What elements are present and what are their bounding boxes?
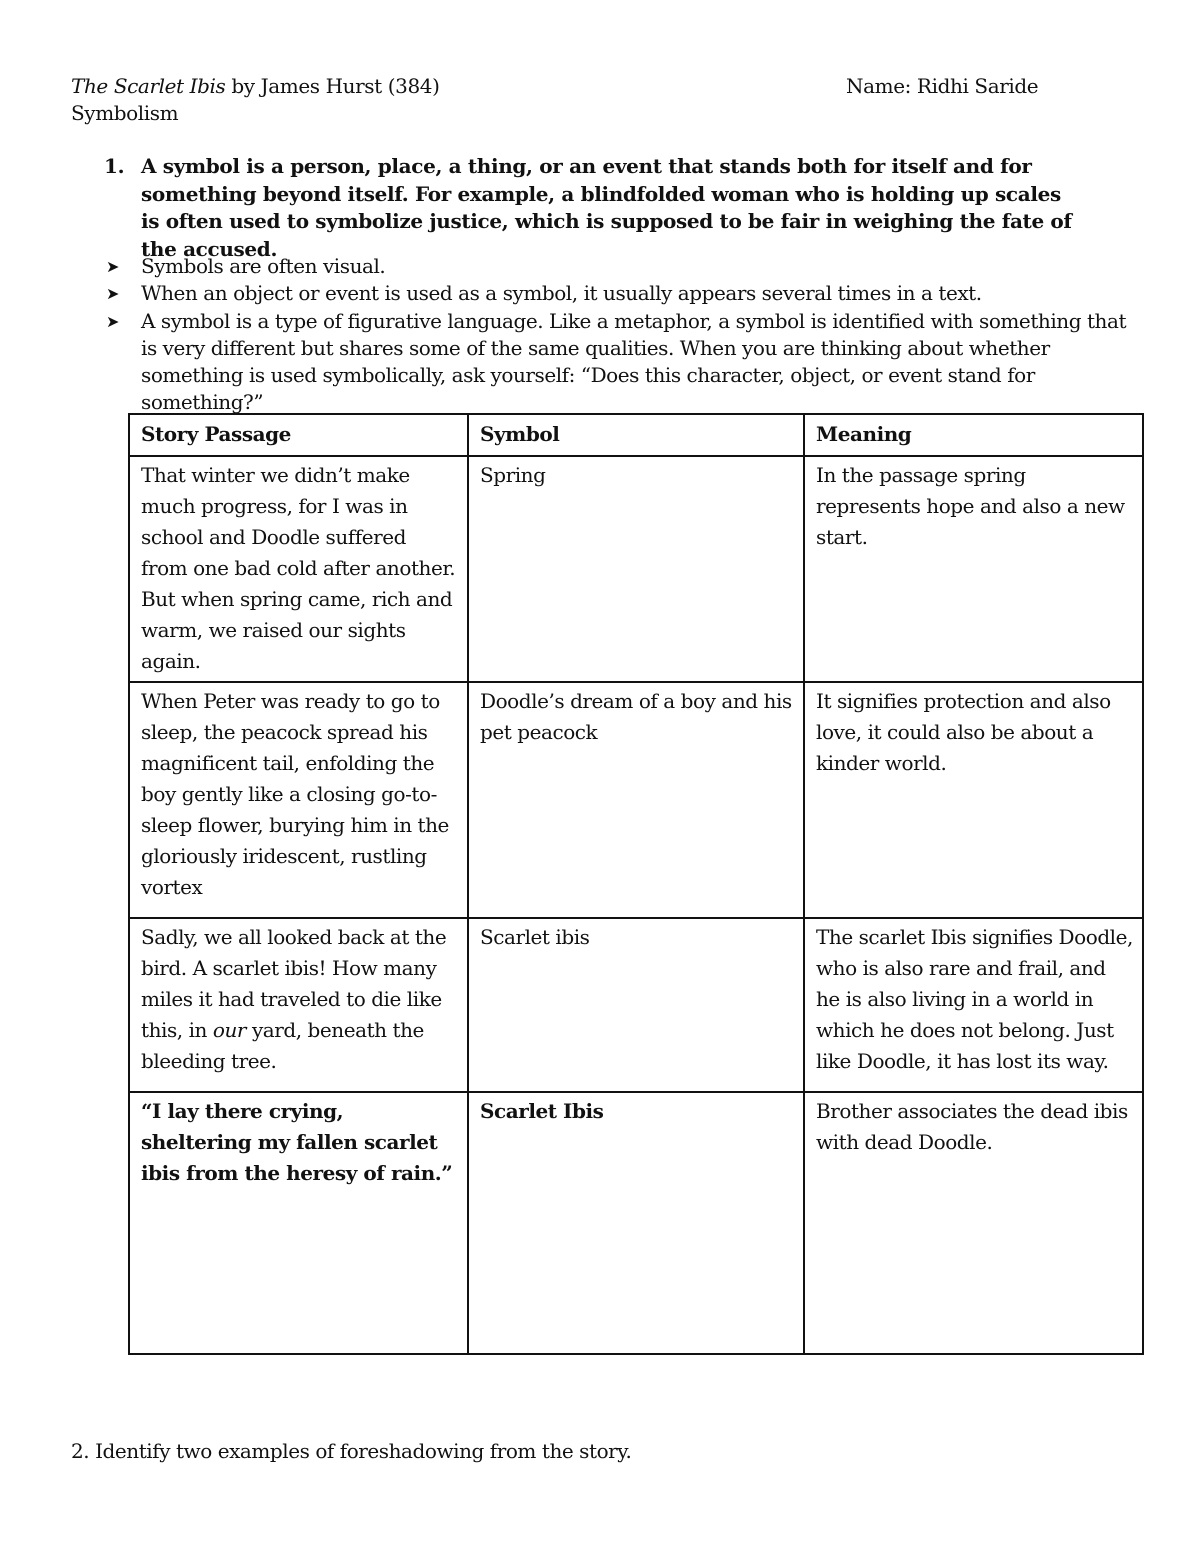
column-header-meaning: Meaning	[804, 414, 1143, 456]
arrow-bullet-icon: ➤	[106, 284, 119, 304]
meaning-cell: The scarlet Ibis signifies Doodle, who is also rare and frail, and he is also living in a world in which he does not belong. Just like Doodle, it has lost its way.	[804, 918, 1143, 1092]
symbol-cell: Spring	[468, 456, 804, 682]
passage-text: yard, beneath the bleeding tree.	[141, 1018, 424, 1073]
meaning-cell: In the passage spring represents hope and also a new start.	[804, 456, 1143, 682]
question-1	[104, 153, 1084, 263]
question-1-text: A symbol is a person, place, a thing, or an event that stands both for itself and for something beyond itself. For example, a blindfolded woman who is holding up scales is often used to symbolize justice, which is supposed to be fair in weighing the fate of the accused.	[141, 154, 1072, 261]
passage-cell: That winter we didn’t make much progress, for I was in school and Doodle suffered from one bad cold after another. But when spring came, rich and warm, we raised our sights again.	[129, 456, 468, 682]
list-item	[104, 280, 1144, 307]
passage-emphasis: our	[212, 1018, 247, 1042]
work-title: The Scarlet Ibis	[71, 74, 226, 98]
question-2: 2. Identify two examples of foreshadowing from the story.	[71, 1439, 632, 1463]
bullet-text: When an object or event is used as a symbol, it usually appears several times in a text.	[141, 281, 982, 306]
byline: by James Hurst (384)	[225, 74, 440, 98]
passage-text: Sadly, we all looked back at the bird. A scarlet ibis! How many miles it had traveled to die like this, in	[141, 925, 447, 1042]
arrow-bullet-icon: ➤	[106, 311, 119, 331]
symbol-cell: Doodle’s dream of a boy and his pet peacock	[468, 682, 804, 918]
table-row	[129, 918, 1143, 1092]
passage-cell: “I lay there crying, sheltering my fallen scarlet ibis from the heresy of rain.”	[129, 1092, 468, 1354]
question-1-number: 1.	[104, 154, 125, 178]
student-name: Name: Ridhi Saride	[846, 74, 1039, 98]
symbolism-table	[128, 413, 1144, 1355]
arrow-bullet-icon: ➤	[106, 257, 119, 276]
list-item	[104, 253, 1144, 280]
symbol-cell: Scarlet Ibis	[468, 1092, 804, 1354]
meaning-cell: It signifies protection and also love, it could also be about a kinder world.	[804, 682, 1143, 918]
bullet-list	[104, 253, 1144, 417]
column-header-symbol: Symbol	[468, 414, 804, 456]
topic-heading: Symbolism	[71, 101, 179, 125]
passage-cell	[129, 918, 468, 1092]
table-row	[129, 682, 1143, 918]
header-title-line	[71, 74, 440, 98]
meaning-cell: Brother associates the dead ibis with dead Doodle.	[804, 1092, 1143, 1354]
list-item	[104, 308, 1144, 417]
table-header-row	[129, 414, 1143, 456]
table-row	[129, 456, 1143, 682]
bullet-text: Symbols are often visual.	[141, 254, 386, 278]
bullet-text: A symbol is a type of figurative language. Like a metaphor, a symbol is identified with something that is very different but shares some of the same qualities. When you are thinking about whether something is used symbolically, ask yourself: “Does this character, object, or event stand for something?”	[141, 308, 1127, 415]
table-row	[129, 1092, 1143, 1354]
passage-cell: When Peter was ready to go to sleep, the peacock spread his magnificent tail, enfolding the boy gently like a closing go-to-sleep flower, burying him in the gloriously iridescent, rustling vortex	[129, 682, 468, 918]
column-header-story-passage: Story Passage	[129, 414, 468, 456]
symbol-cell: Scarlet ibis	[468, 918, 804, 1092]
